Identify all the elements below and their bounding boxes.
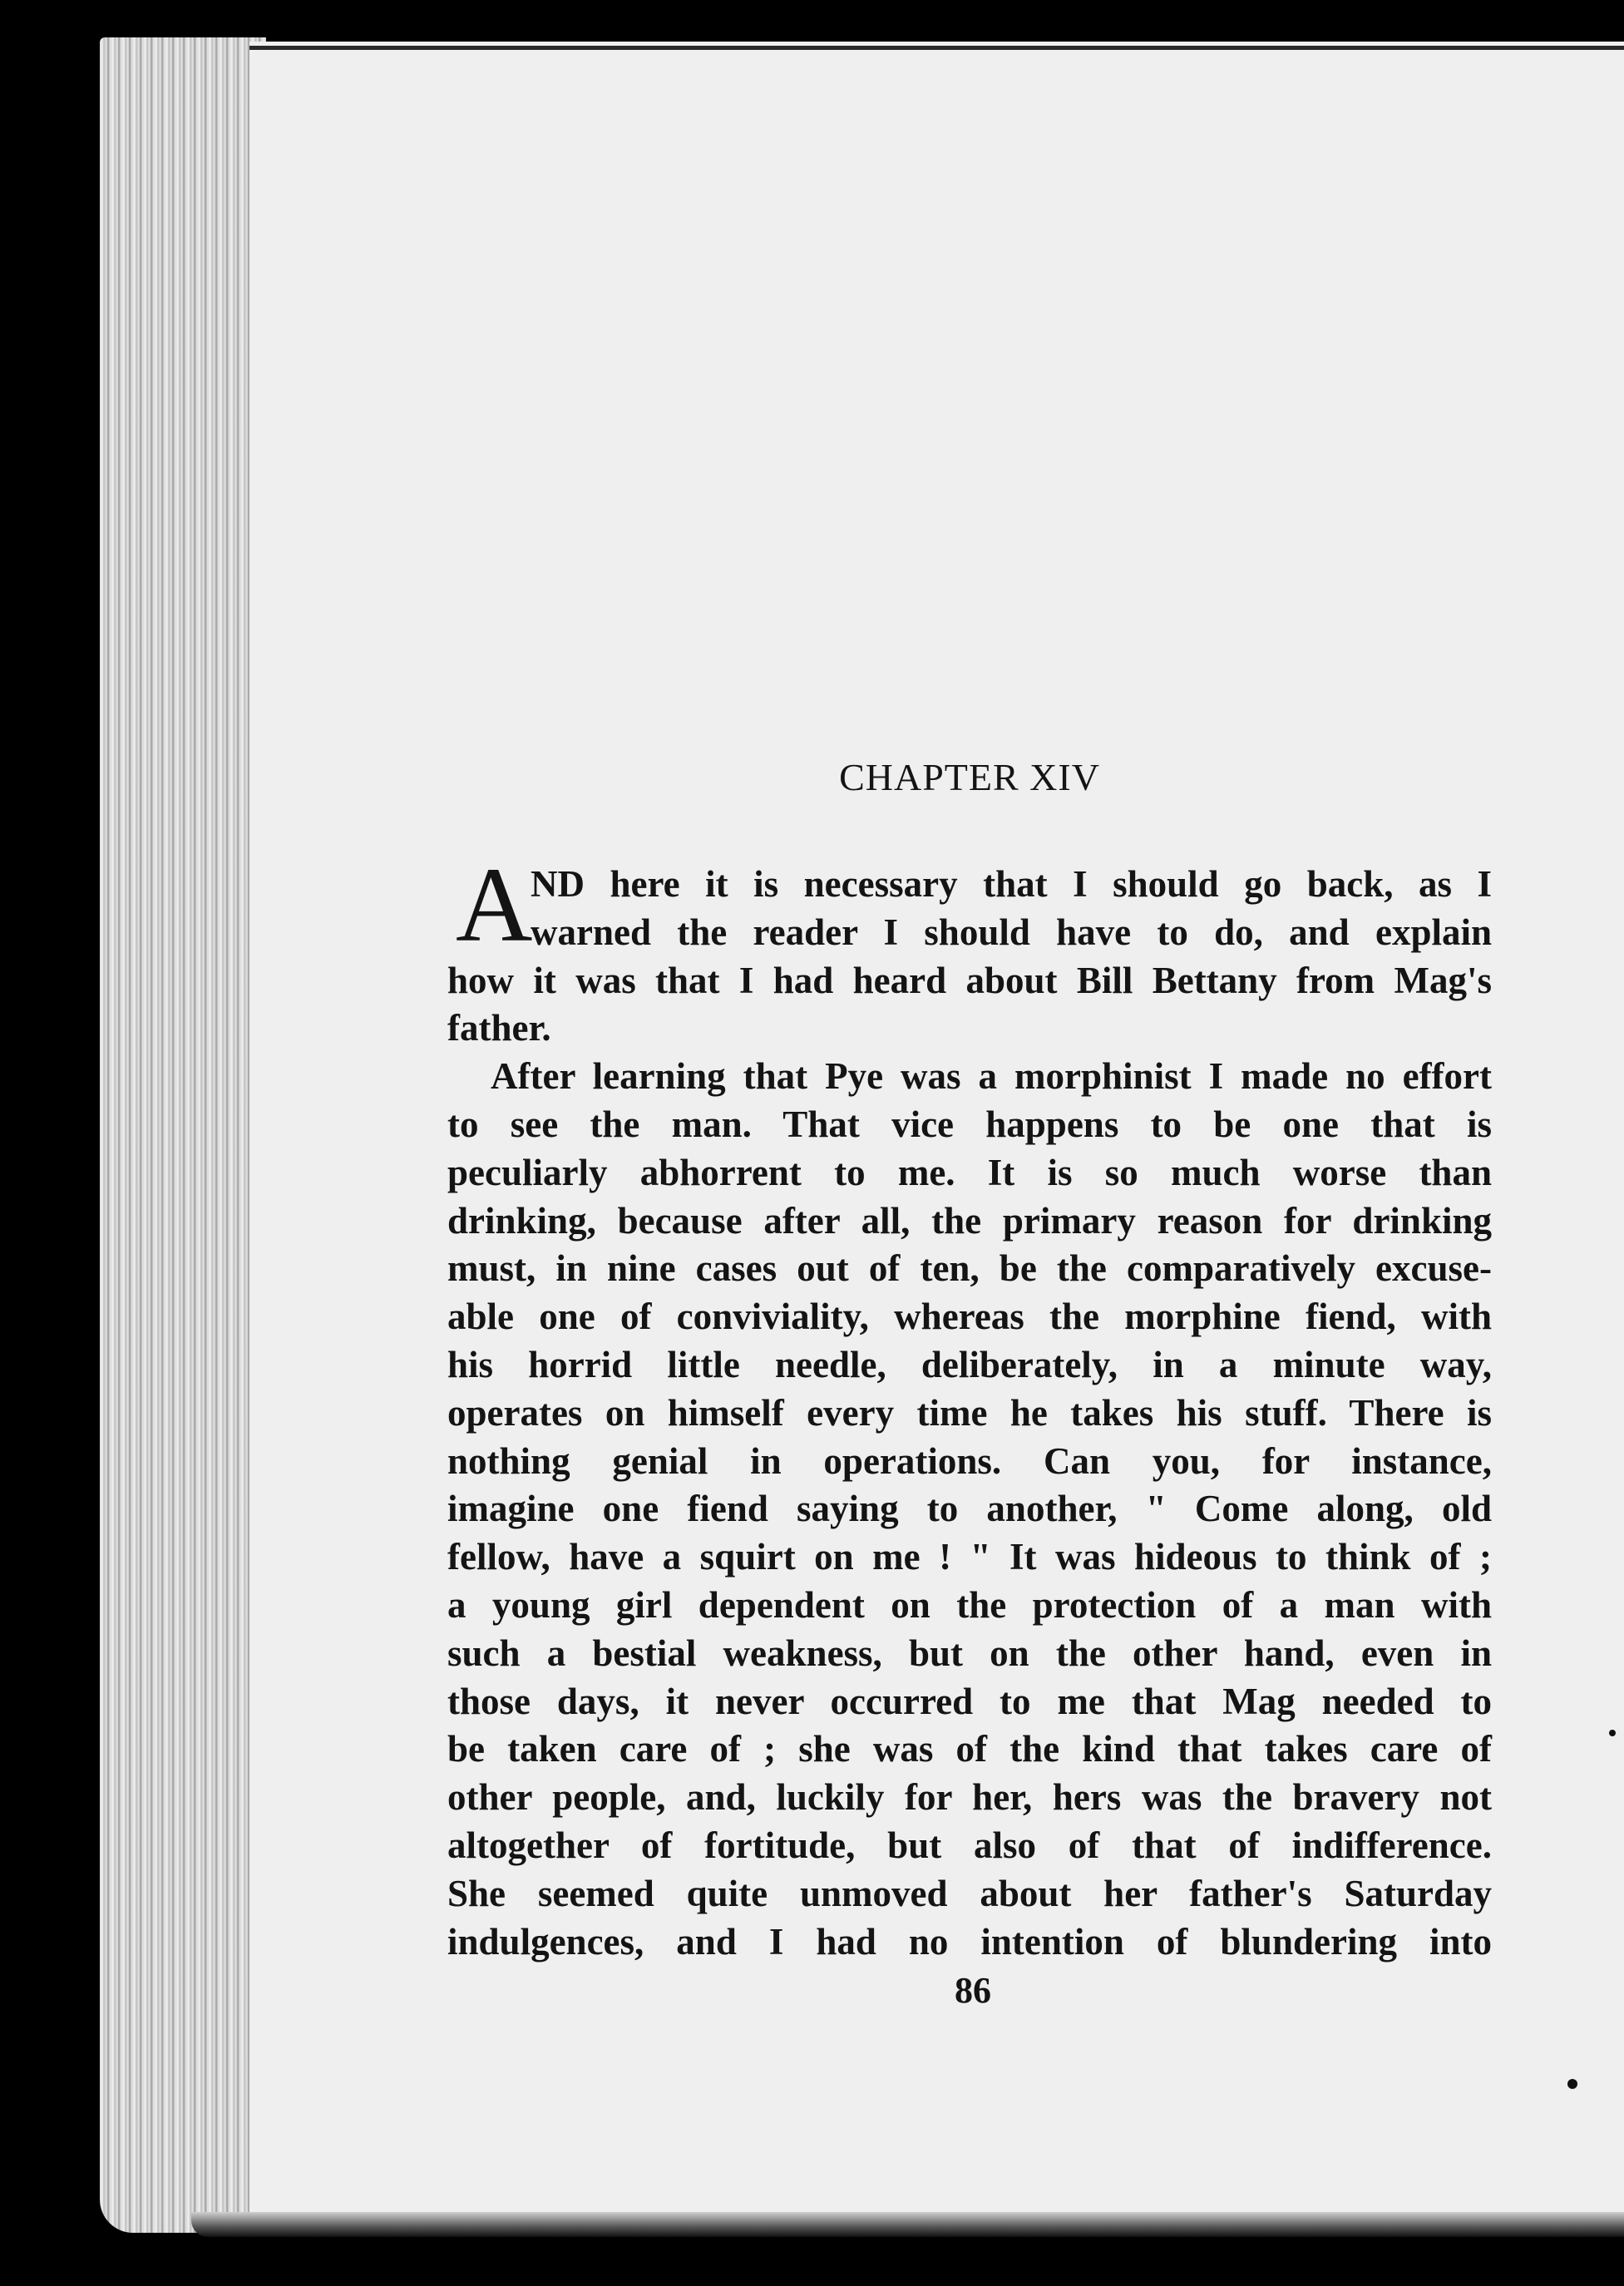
text-line: nothing genial in operations. Can you, for instance, xyxy=(447,1439,1492,1482)
text-line: ND here it is necessary that I should go back, as I xyxy=(531,863,1492,905)
text-line: She seemed quite unmoved about her father's Saturday xyxy=(447,1872,1492,1914)
bottom-edge-shadow xyxy=(191,2212,1624,2237)
drop-cap: A xyxy=(456,846,533,964)
text-line: warned the reader I should have to do, and explain xyxy=(531,911,1492,953)
text-line: be taken care of ; she was of the kind that takes care of xyxy=(447,1728,1492,1770)
text-line: peculiarly abhorrent to me. It is so much worse than xyxy=(447,1151,1492,1193)
text-line: a young girl dependent on the protection of a man with xyxy=(447,1583,1492,1626)
body-text xyxy=(447,861,1492,1966)
text-line: must, in nine cases out of ten, be the comparatively excuse- xyxy=(447,1247,1492,1290)
text-line: imagine one fiend saying to another, " Come along, old xyxy=(447,1488,1492,1530)
text-line: drinking, because after all, the primary reason for drinking xyxy=(447,1199,1492,1242)
text-line: indulgences, and I had no intention of blundering into xyxy=(447,1920,1492,1963)
ink-speck xyxy=(1609,1730,1616,1736)
text-line: fellow, have a squirt on me ! " It was hideous to think of ; xyxy=(447,1536,1492,1578)
top-edge-line xyxy=(249,46,1624,50)
text-line: his horrid little needle, deliberately, in a minute way, xyxy=(447,1343,1492,1385)
text-line: those days, it never occurred to me that Mag needed to xyxy=(447,1680,1492,1722)
text-line: to see the man. That vice happens to be one that is xyxy=(447,1103,1492,1145)
text-line: able one of conviviality, whereas the morphine fiend, with xyxy=(447,1296,1492,1338)
text-line: such a bestial weakness, but on the other hand, even in xyxy=(447,1632,1492,1674)
text-line: After learning that Pye was a morphinist I made no effort xyxy=(491,1055,1492,1098)
ink-speck xyxy=(1567,2079,1577,2089)
text-line: other people, and, luckily for her, hers was the bravery not xyxy=(447,1776,1492,1819)
text-line: how it was that I had heard about Bill Bettany from Mag's xyxy=(447,959,1492,1001)
chapter-heading: CHAPTER XIV xyxy=(839,756,1100,798)
text-line: operates on himself every time he takes his stuff. There is xyxy=(447,1391,1492,1434)
text-line: altogether of fortitude, but also of that of indifference. xyxy=(447,1824,1492,1866)
page-edges xyxy=(100,37,266,2233)
page-number: 86 xyxy=(955,1970,991,2011)
text-block xyxy=(447,748,1492,1966)
text-line: father. xyxy=(447,1007,551,1049)
